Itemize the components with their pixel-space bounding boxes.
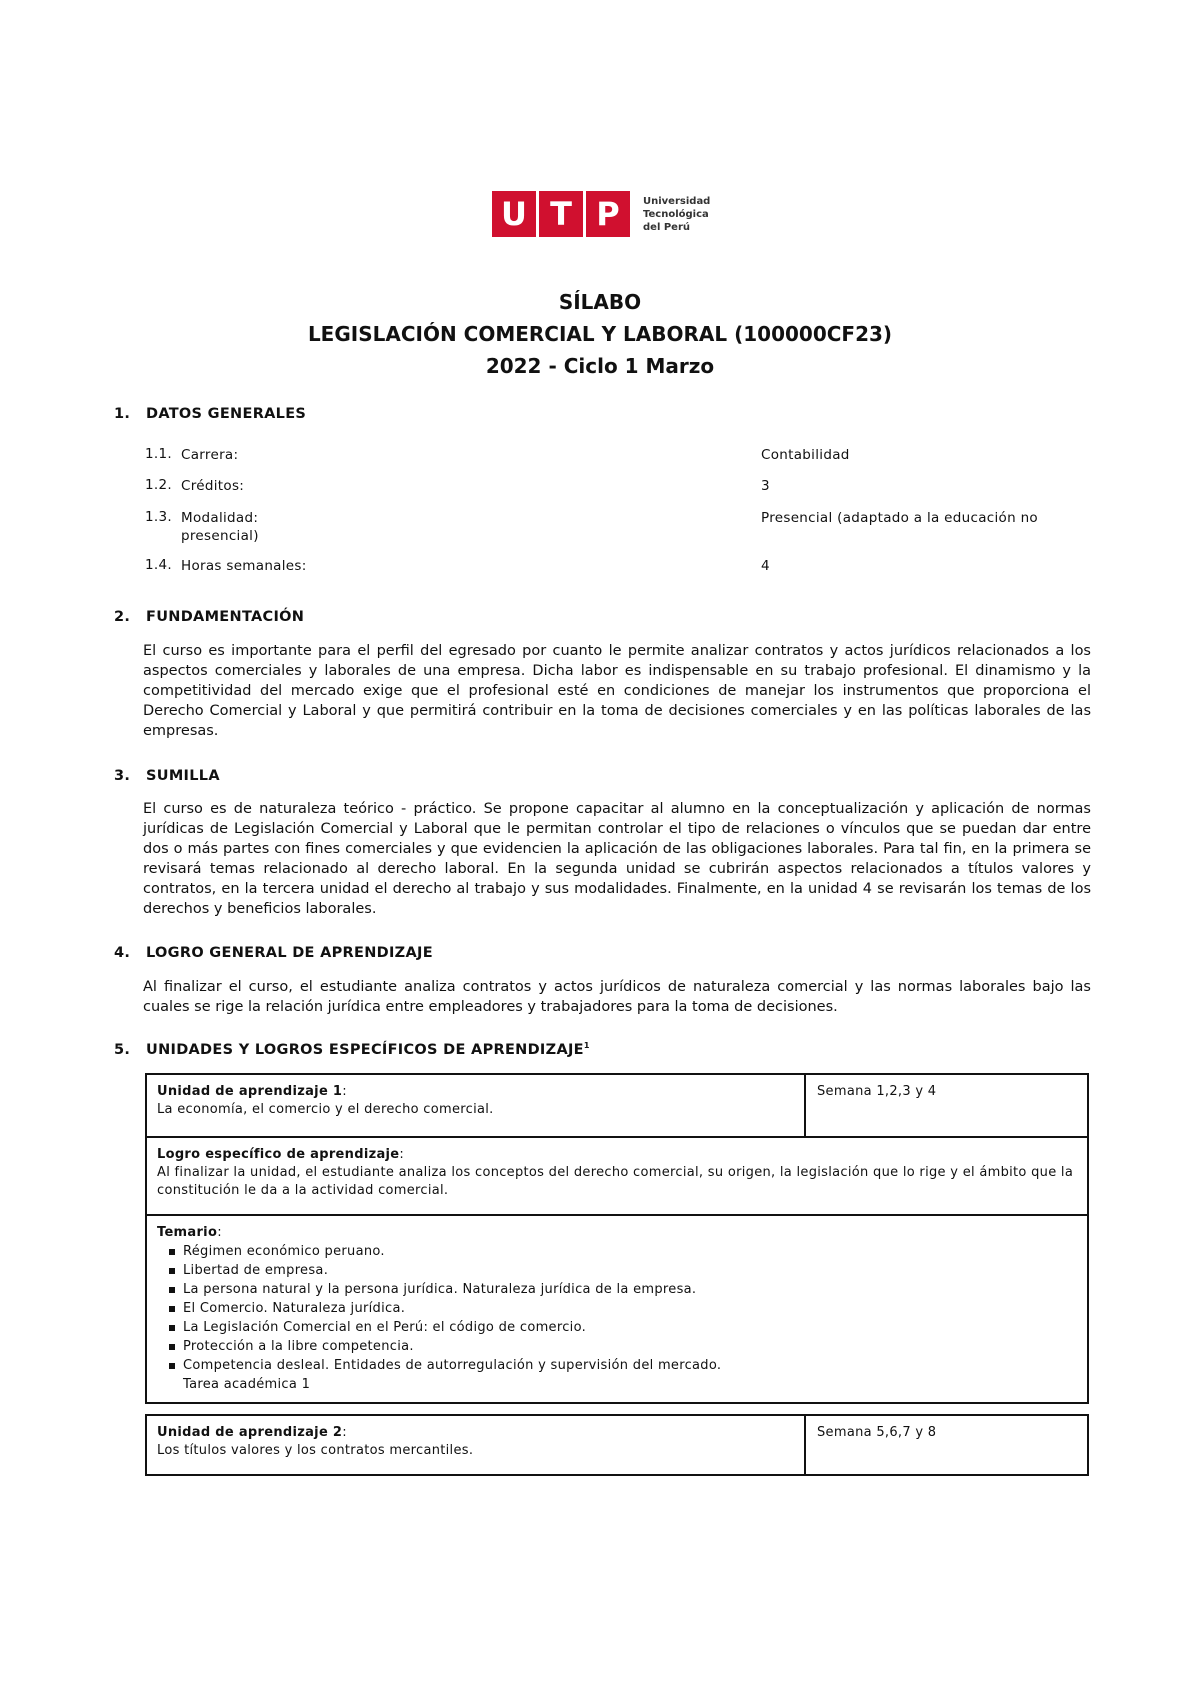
section-number: 1.	[114, 406, 131, 422]
section-heading-sumilla	[114, 768, 220, 784]
table-divider	[804, 1416, 806, 1474]
topic-text: La persona natural y la persona jurídica. Naturaleza jurídica de la empresa.	[183, 1282, 697, 1297]
footnote-marker: 1	[583, 1041, 590, 1050]
field-label-horas: Horas semanales:	[181, 558, 307, 574]
unit-2-table	[145, 1414, 1089, 1476]
logo-text-line: del Perú	[643, 221, 691, 233]
bullet-icon	[169, 1306, 175, 1312]
topic-text: Régimen económico peruano.	[183, 1244, 385, 1259]
field-number: 1.1.	[145, 446, 172, 462]
topic-text: El Comercio. Naturaleza jurídica.	[183, 1301, 406, 1316]
topic-item	[171, 1337, 1077, 1356]
section-title: SUMILLA	[146, 768, 220, 784]
fundamentacion-text: El curso es importante para el perfil del egresado por cuanto le permite analizar contratos y actos jurídicos relacionados a los aspectos comerciales y laborales de una empresa. Dicha labor es indispensable en su trabajo profesional. El dinamismo y la competitividad del mercado exige que el profesional esté en condiciones de manejar los instrumentos que proporciona el Derecho Comercial y Laboral y que permitirá contribuir en la toma de decisiones comerciales y en las políticas laborales de las empresas.	[143, 643, 1091, 739]
table-divider	[804, 1075, 806, 1138]
logo-letter-t: T	[539, 191, 583, 237]
section-number: 4.	[114, 945, 131, 961]
topic-item	[171, 1280, 1077, 1299]
bullet-icon	[169, 1325, 175, 1331]
topic-item	[171, 1356, 1077, 1375]
topic-text: Competencia desleal. Entidades de autorregulación y supervisión del mercado.	[183, 1358, 722, 1373]
unit-2-header-cell	[147, 1416, 805, 1468]
topic-item	[171, 1242, 1077, 1261]
topic-item	[171, 1299, 1077, 1318]
course-title: LEGISLACIÓN COMERCIAL Y LABORAL (100000CF23)	[307, 322, 893, 346]
section-number: 2.	[114, 609, 131, 625]
logo-university-name	[643, 195, 710, 234]
field-label-modalidad	[181, 509, 561, 545]
logro-general-text: Al finalizar el curso, el estudiante analiza contratos y actos jurídicos de naturaleza comercial y las normas laborales bajo las cuales se rige la relación jurídica entre empleadores y trabajadores para la toma de decisiones.	[143, 979, 1091, 1015]
unit-1-logro-cell	[147, 1138, 1087, 1208]
field-number: 1.3.	[145, 509, 172, 525]
topic-item	[171, 1318, 1077, 1337]
utp-logo	[492, 190, 710, 238]
sumilla-text: El curso es de naturaleza teórico - práctico. Se propone capacitar al alumno en la conceptualización y aplicación de normas jurídicas de Legislación Comercial y Laboral que le permitan controlar el tipo de relaciones o vínculos que se puedan dar entre dos o más partes con fines comerciales y que evidencien la aplicación de las obligaciones laborales. Para tal fin, en la primera se revisará temas relacionado al derecho laboral. En la segunda unidad se cubrirán aspectos relacionados a títulos valores y contratos, en la tercera unidad el derecho al trabajo y sus modalidades. Finalmente, en la unidad 4 se revisarán los temas de los derechos y beneficios laborales.	[143, 801, 1091, 917]
section-title: LOGRO GENERAL DE APRENDIZAJE	[146, 945, 433, 961]
unit-1-temario-cell	[147, 1216, 1087, 1402]
unit-label: Unidad de aprendizaje 1	[157, 1084, 343, 1099]
field-value-modalidad: Presencial (adaptado a la educación no	[761, 510, 1038, 526]
unit-label: Unidad de aprendizaje 2	[157, 1425, 343, 1440]
logo-letter-u: U	[492, 191, 536, 237]
unit-name: Los títulos valores y los contratos mercantiles.	[157, 1443, 474, 1458]
bullet-icon	[169, 1268, 175, 1274]
logo-text-line: Universidad	[643, 195, 711, 207]
topic-text: Libertad de empresa.	[183, 1263, 329, 1278]
field-label-carrera: Carrera:	[181, 447, 239, 463]
field-number: 1.2.	[145, 477, 172, 493]
logro-label-colon: :	[399, 1147, 405, 1162]
section-heading-logro-general	[114, 945, 433, 961]
topic-item	[171, 1261, 1077, 1280]
section-heading-fundamentacion	[114, 609, 304, 625]
field-value-horas: 4	[761, 558, 770, 574]
field-value-creditos: 3	[761, 478, 770, 494]
unit-1-table	[145, 1073, 1089, 1404]
unit-1-header-cell	[147, 1075, 805, 1127]
topic-text: Protección a la libre competencia.	[183, 1339, 414, 1354]
unit-label-colon: :	[342, 1425, 347, 1440]
topic-list	[157, 1242, 1077, 1375]
field-value-carrera: Contabilidad	[761, 447, 850, 463]
section-title: UNIDADES Y LOGROS ESPECÍFICOS DE APRENDIZAJE	[146, 1041, 584, 1058]
temario-label-colon: :	[217, 1225, 222, 1240]
temario-label: Temario	[157, 1225, 218, 1240]
course-period: 2022 - Ciclo 1 Marzo	[485, 354, 715, 378]
section-heading-unidades	[114, 1041, 590, 1058]
section-title: FUNDAMENTACIÓN	[146, 609, 305, 625]
field-label-creditos: Créditos:	[181, 478, 245, 494]
section-number: 5.	[114, 1041, 131, 1058]
section-number: 3.	[114, 768, 131, 784]
bullet-icon	[169, 1287, 175, 1293]
logro-text: Al finalizar la unidad, el estudiante analiza los conceptos del derecho comercial, su origen, la legislación que lo rige y el ámbito que la constitución le da a la actividad comercial.	[157, 1165, 1074, 1198]
tarea-academica: Tarea académica 1	[183, 1377, 311, 1392]
unit-1-weeks: Semana 1,2,3 y 4	[817, 1084, 937, 1099]
unit-2-weeks: Semana 5,6,7 y 8	[817, 1425, 937, 1440]
field-label-line: Modalidad:	[181, 510, 259, 526]
field-label-line: presencial)	[181, 528, 259, 544]
logro-label: Logro específico de aprendizaje	[157, 1147, 400, 1162]
unit-label-colon: :	[342, 1084, 347, 1099]
section-heading-datos-generales	[114, 406, 306, 422]
bullet-icon	[169, 1249, 175, 1255]
field-number: 1.4.	[145, 557, 172, 573]
document-title: SÍLABO	[558, 290, 642, 314]
unit-name: La economía, el comercio y el derecho comercial.	[157, 1102, 494, 1117]
topic-text: La Legislación Comercial en el Perú: el código de comercio.	[183, 1320, 587, 1335]
logo-letter-p: P	[586, 191, 630, 237]
logo-text-line: Tecnológica	[643, 208, 709, 220]
bullet-icon	[169, 1344, 175, 1350]
bullet-icon	[169, 1363, 175, 1369]
section-title: DATOS GENERALES	[146, 406, 307, 422]
